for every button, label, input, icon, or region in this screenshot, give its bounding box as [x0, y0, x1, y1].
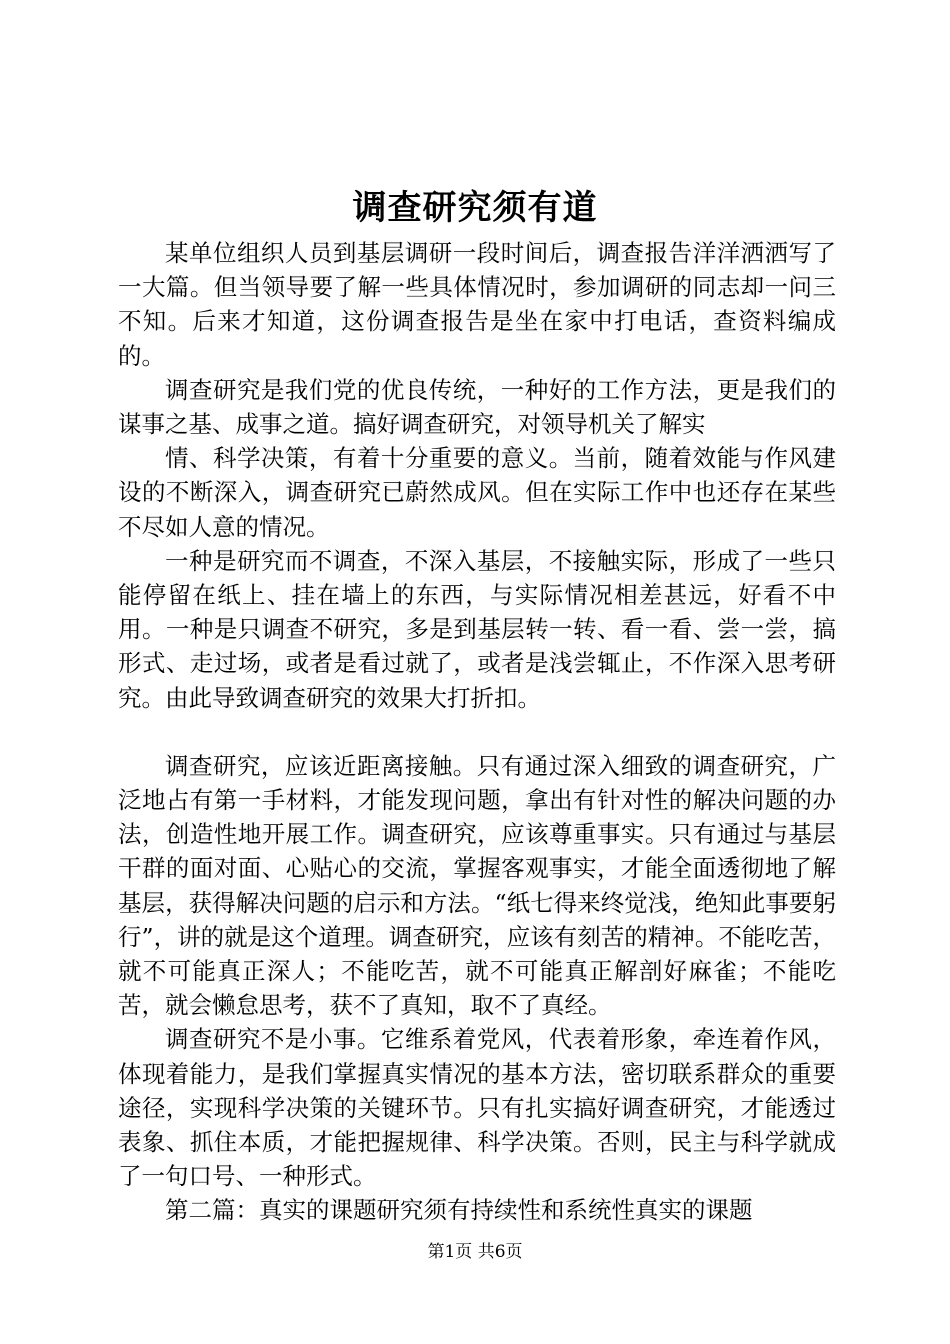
page-footer: 第1页 共6页 — [427, 1242, 523, 1262]
document-title: 调查研究须有道 — [352, 188, 598, 228]
paragraph-3: 情、科学决策，有着十分重要的意义。当前，随着效能与作风建设的不断深入，调查研究已蔚然成风。但在实际工作中也还存在某些不尽如人意的情况。 — [118, 444, 836, 541]
document-body — [118, 236, 836, 1228]
paragraph-7: 第二篇：真实的课题研究须有持续性和系统性真实的课题 — [165, 1196, 753, 1225]
paragraph-6: 调查研究不是小事。它维系着党风，代表着形象，牵连着作风，体现着能力，是我们掌握真实情况的基本方法，密切联系群众的重要途径，实现科学决策的关键环节。只有扎实搞好调查研究，才能透过表象、抓住本质，才能把握规律、科学决策。否则，民主与科学就成了一句口号、一种形式。 — [118, 1025, 836, 1191]
paragraph-2: 调查研究是我们党的优良传统，一种好的工作方法，更是我们的谋事之基、成事之道。搞好调查研究，对领导机关了解实 — [118, 375, 836, 439]
paragraph-4: 一种是研究而不调查，不深入基层，不接触实际，形成了一些只能停留在纸上、挂在墙上的东西，与实际情况相差甚远，好看不中用。一种是只调查不研究，多是到基层转一转、看一看、尝一尝，搞形式、走过场，或者是看过就了，或者是浅尝辄止，不作深入思考研究。由此导致调查研究的效果大打折扣。 — [118, 546, 836, 712]
paragraph-5: 调查研究，应该近距离接触。只有通过深入细致的调查研究，广泛地占有第一手材料，才能发现问题，拿出有针对性的解决问题的办法，创造性地开展工作。调查研究，应该尊重事实。只有通过与基层干群的面对面、心贴心的交流，掌握客观事实，才能全面透彻地了解基层，获得解决问题的启示和方法。“纸七得来终觉浅，绝知此事要躬行”，讲的就是这个道理。调查研究，应该有刻苦的精神。不能吃苦，就不可能真正深人；不能吃苦，就不可能真正解剖好麻雀；不能吃苦，就会懒怠思考，获不了真知，取不了真经。 — [118, 751, 836, 1020]
paragraph-1: 某单位组织人员到基层调研一段时间后，调查报告洋洋洒洒写了一大篇。但当领导要了解一些具体情况时，参加调研的同志却一问三不知。后来才知道，这份调查报告是坐在家中打电话，查资料编成的。 — [118, 239, 836, 370]
